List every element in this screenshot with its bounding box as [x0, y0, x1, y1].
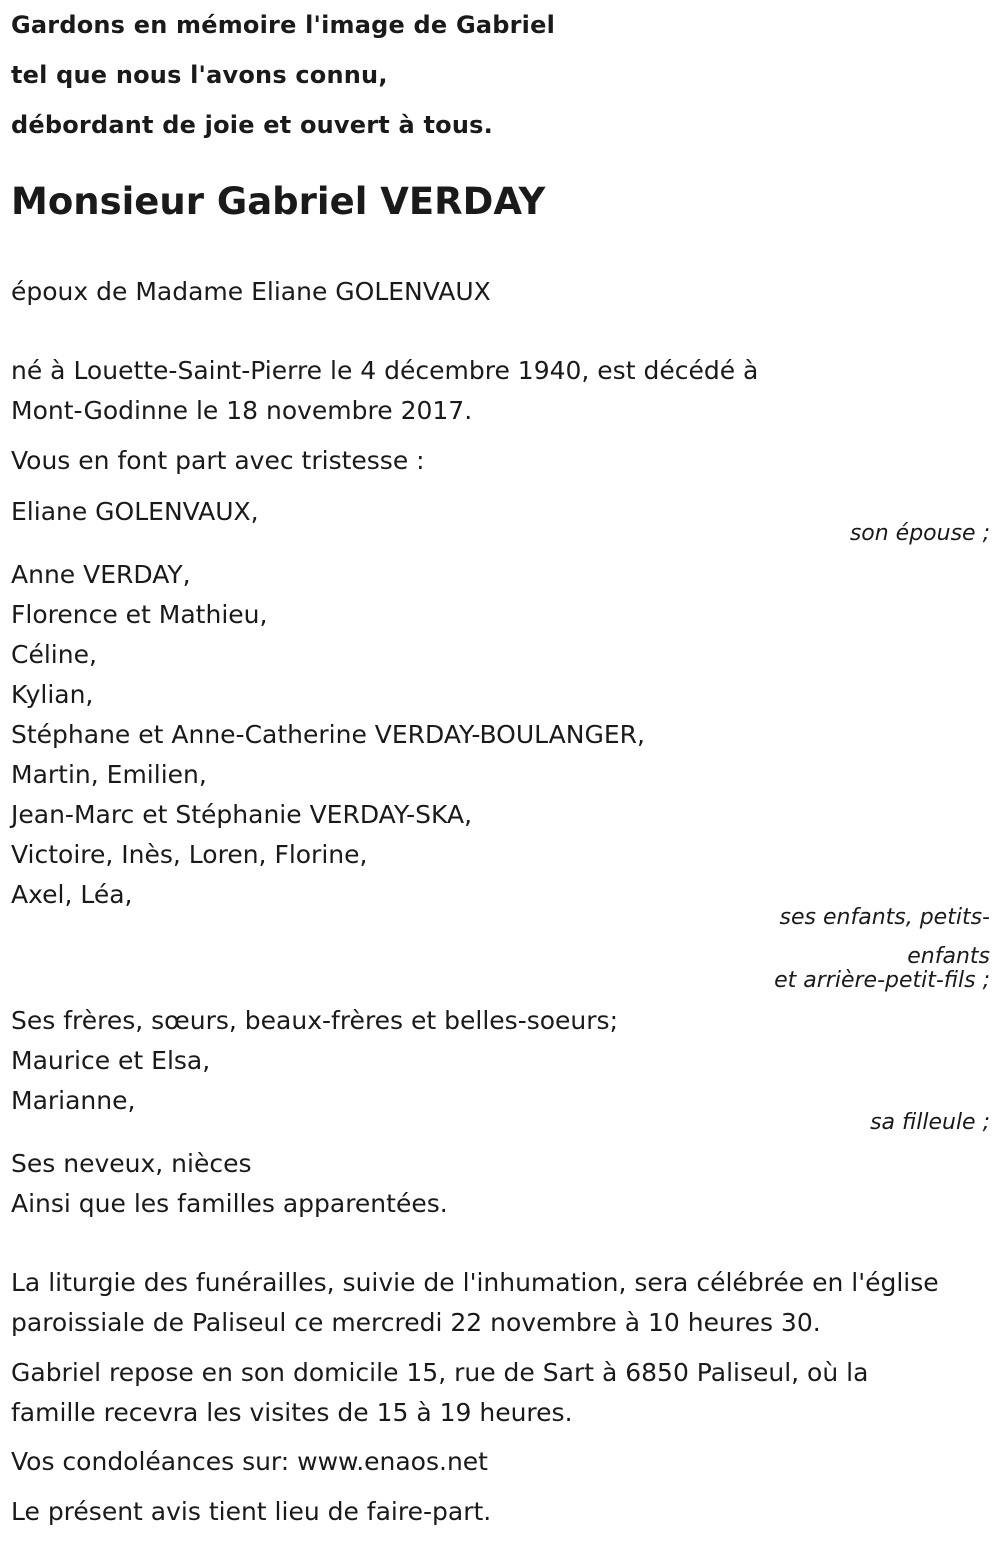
child-line: Axel, Léa, [11, 880, 133, 909]
epitaph-line-3: débordant de joie et ouvert à tous. [11, 111, 493, 139]
visits-line-1: Gabriel repose en son domicile 15, rue de Sart à 6850 Paliseul, où la [11, 1358, 869, 1387]
condolences-line: Vos condoléances sur: www.enaos.net [11, 1447, 488, 1476]
child-line: Kylian, [11, 680, 94, 709]
relatives-line-2: Ainsi que les familles apparentées. [11, 1189, 448, 1218]
announce-line: Vous en font part avec tristesse : [11, 446, 425, 475]
spouse-role: son épouse ; [849, 521, 990, 546]
spouse-name: Eliane GOLENVAUX, [11, 497, 259, 526]
child-line: Céline, [11, 640, 97, 669]
relatives-line-1: Ses neveux, nièces [11, 1149, 252, 1178]
funeral-line-2: paroissiale de Paliseul ce mercredi 22 novembre à 10 heures 30. [11, 1308, 821, 1337]
sibling-line: Ses frères, sœurs, beaux-frères et belles-soeurs; [11, 1006, 618, 1035]
child-line: Victoire, Inès, Loren, Florine, [11, 840, 368, 869]
footer-note: Le présent avis tient lieu de faire-part. [11, 1497, 492, 1526]
child-line: Martin, Emilien, [11, 760, 207, 789]
child-line: Stéphane et Anne-Catherine VERDAY-BOULANGER, [11, 720, 645, 749]
children-role-line-1: ses enfants, petits- [779, 905, 990, 930]
children-role-line-3: et arrière-petit-fils ; [774, 968, 990, 993]
child-line: Jean-Marc et Stéphanie VERDAY-SKA, [11, 800, 473, 829]
visits-line-2: famille recevra les visites de 15 à 19 heures. [11, 1398, 573, 1427]
deceased-name: Monsieur Gabriel VERDAY [11, 180, 546, 223]
spouse-line: époux de Madame Eliane GOLENVAUX [11, 277, 491, 306]
sibling-line: Marianne, [11, 1086, 136, 1115]
birth-death-line-1: né à Louette-Saint-Pierre le 4 décembre 1940, est décédé à [11, 356, 759, 385]
birth-death-line-2: Mont-Godinne le 18 novembre 2017. [11, 396, 473, 425]
child-line: Anne VERDAY, [11, 560, 191, 589]
children-role-line-2: enfants [907, 944, 990, 969]
sibling-line: Maurice et Elsa, [11, 1046, 211, 1075]
funeral-line-1: La liturgie des funérailles, suivie de l'inhumation, sera célébrée en l'église [11, 1268, 939, 1297]
epitaph-line-2: tel que nous l'avons connu, [11, 61, 388, 89]
goddaughter-role: sa filleule ; [870, 1110, 990, 1135]
child-line: Florence et Mathieu, [11, 600, 268, 629]
epitaph-line-1: Gardons en mémoire l'image de Gabriel [11, 11, 555, 39]
